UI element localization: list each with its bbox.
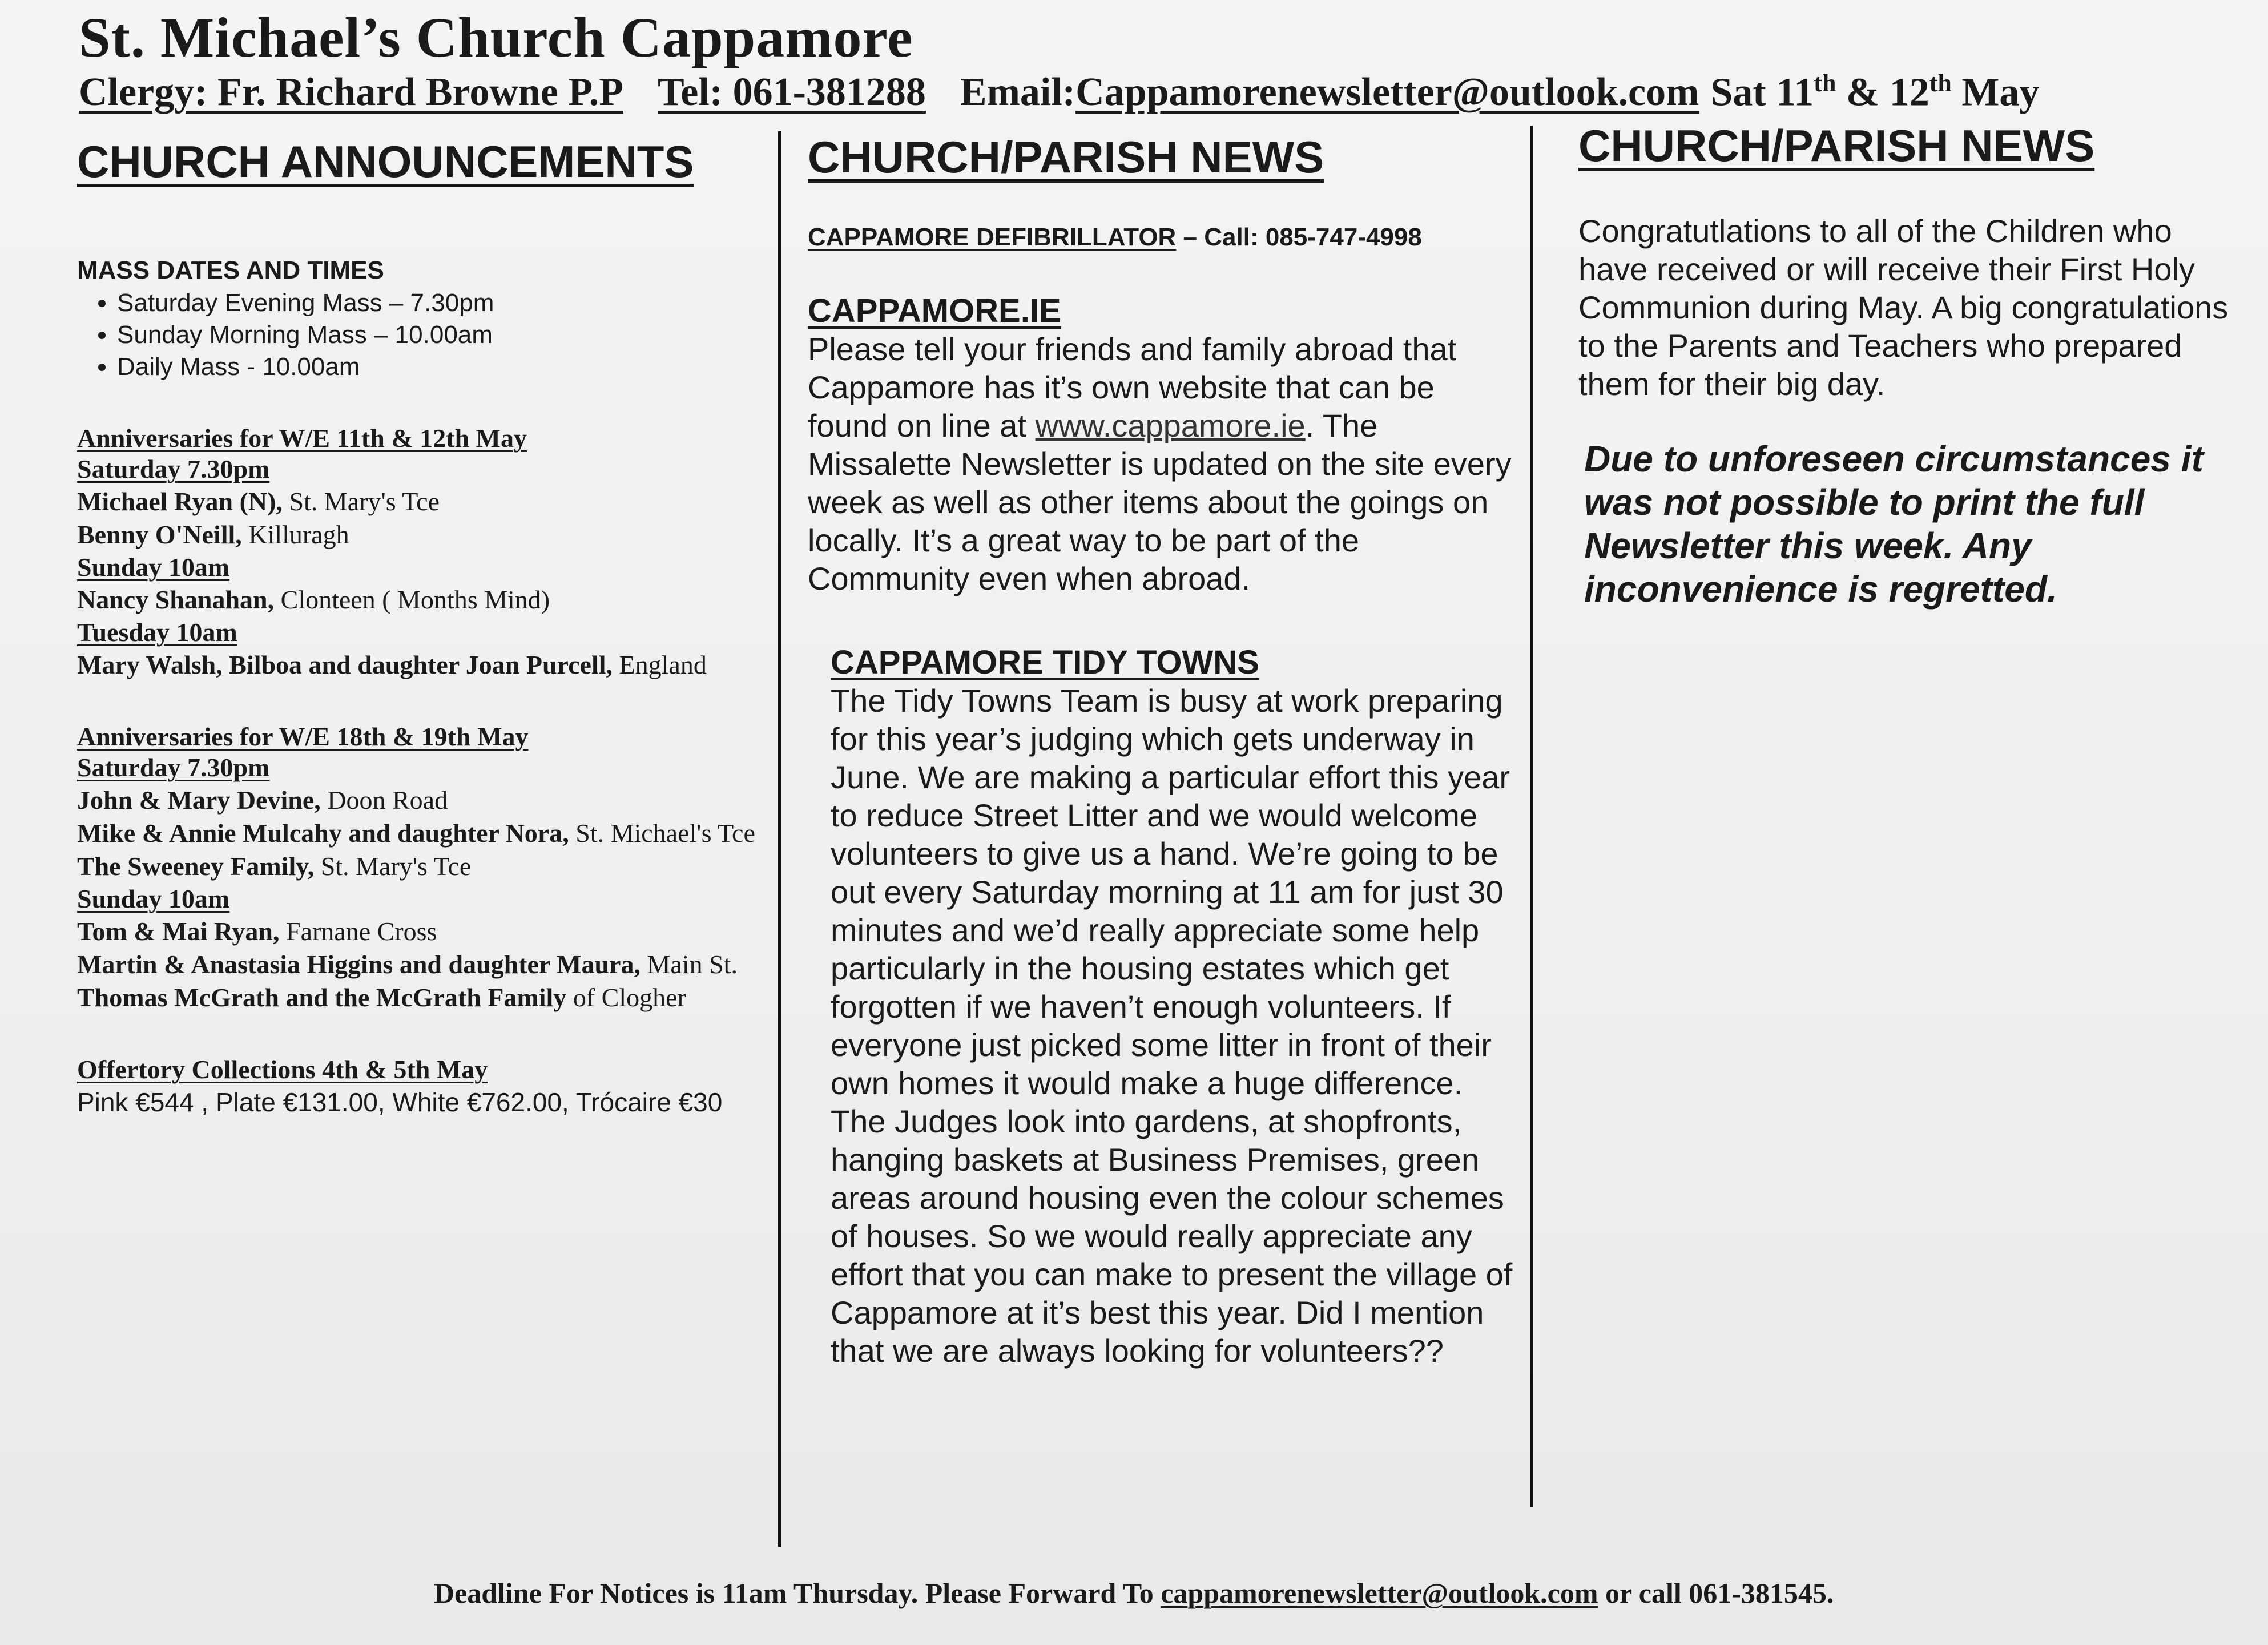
website-link[interactable]: www.cappamore.ie: [1035, 408, 1306, 443]
parish-news-heading: CHURCH/PARISH NEWS: [808, 132, 1324, 182]
website-heading: CAPPAMORE.IE: [808, 292, 1061, 329]
mass-slot-label: Saturday 7.30pm: [77, 753, 270, 782]
mass-slot-label: Sunday 10am: [77, 553, 230, 582]
tidy-towns-heading: CAPPAMORE TIDY TOWNS: [831, 644, 1259, 681]
column-divider: [778, 131, 781, 1547]
printing-notice: Due to unforeseen circumstances it was not possible to print the full Newsletter this week. Any inconvenience is regretted.: [1584, 438, 2203, 610]
announcements-heading: CHURCH ANNOUNCEMENTS: [77, 136, 694, 187]
parish-news-heading: CHURCH/PARISH NEWS: [1578, 120, 2095, 171]
anniversary-entry: Mike & Annie Mulcahy and daughter Nora, St. Michael's Tce: [77, 819, 755, 848]
clergy-name: Clergy: Fr. Richard Browne P.P: [79, 70, 623, 115]
mass-slot-label: Tuesday 10am: [77, 618, 237, 647]
mass-slot-label: Saturday 7.30pm: [77, 454, 270, 483]
offertory-heading: Offertory Collections 4th & 5th May: [77, 1055, 488, 1084]
anniversary-entry: Thomas McGrath and the McGrath Family of Clogher: [77, 983, 686, 1012]
offertory-amounts: Pink €544 , Plate €131.00, White €762.00, Trócaire €30: [77, 1087, 723, 1117]
contact-line: [79, 68, 2225, 115]
anniversary-entry: Martin & Anastasia Higgins and daughter Maura, Main St.: [77, 950, 738, 979]
column-divider: [1530, 126, 1533, 1507]
footer-email: cappamorenewsletter@outlook.com: [1161, 1577, 1598, 1609]
anniversary-entry: Michael Ryan (N), St. Mary's Tce: [77, 487, 440, 516]
tidy-towns-text: The Tidy Towns Team is busy at work preparing for this year’s judging which gets underway in June. We are making a particular effort this year to reduce Street Litter and we would welcome volunteers to give us a hand. We’re going to be out every Saturday morning at 11 am for just 30 minutes and we’d really appreciate some help particularly in the housing estates which get forgotten if we haven’t enough volunteers. If everyone just picked some litter in front of their own homes it would make a huge difference. The Judges look into gardens, at shopfronts, hanging baskets at Business Premises, green areas around housing even the colour schemes of houses. So we would really appreciate any effort that you can make to present the village of Cappamore at it’s best this year. Did I mention that we are always looking for volunteers??: [831, 683, 1513, 1369]
deadline-footer: Deadline For Notices is 11am Thursday. Please Forward To cappamorenewsletter@outlook.com or call 061-381545.: [434, 1577, 1834, 1609]
list-item: • Saturday Evening Mass – 7.30pm: [117, 287, 762, 319]
mass-times-list: [77, 287, 762, 383]
anniversary-entry: John & Mary Devine, Doon Road: [77, 785, 448, 815]
communion-congratulations: Congratutlations to all of the Children who have received or will receive their First Holy Communion during May. A big congratulations to the Parents and Teachers who prepared them for their big day.: [1578, 213, 2229, 402]
anniversary-entry: Nancy Shanahan, Clonteen ( Months Mind): [77, 585, 550, 614]
email-address: Cappamorenewsletter@outlook.com: [1075, 70, 1699, 115]
issue-date: Sat 11th & 12th May: [1710, 69, 2040, 115]
telephone: Tel: 061-381288: [658, 70, 926, 115]
list-item: • Sunday Morning Mass – 10.00am: [117, 319, 762, 351]
mass-times-heading: MASS DATES AND TIMES: [77, 256, 384, 284]
defibrillator-notice: CAPPAMORE DEFIBRILLATOR – Call: 085-747-4998: [808, 223, 1422, 251]
mass-slot-label: Sunday 10am: [77, 884, 230, 913]
anniversary-entry: The Sweeney Family, St. Mary's Tce: [77, 852, 472, 881]
list-item: • Daily Mass - 10.00am: [117, 351, 762, 383]
anniversary-entry: Mary Walsh, Bilboa and daughter Joan Purcell, England: [77, 650, 707, 679]
anniversaries-heading: Anniversaries for W/E 11th & 12th May: [77, 424, 527, 453]
page-title: St. Michael’s Church Cappamore: [79, 6, 913, 69]
anniversary-entry: Tom & Mai Ryan, Farnane Cross: [77, 917, 437, 946]
website-text: Please tell your friends and family abroad that Cappamore has it’s own website that can be found on line at www.cappamore.ie. The Missalette Newsletter is updated on the site every week as well as other items about the goings on locally. It’s a great way to be part of the Community even when abroad.: [808, 331, 1512, 596]
announcements-column: [77, 131, 762, 1120]
anniversary-entry: Benny O'Neill, Killuragh: [77, 520, 349, 549]
parish-news-column: [808, 131, 1521, 1370]
parish-news-column-2: [1578, 120, 2241, 611]
anniversaries-heading: Anniversaries for W/E 18th & 19th May: [77, 722, 529, 751]
email-label: Email:: [960, 70, 1076, 115]
